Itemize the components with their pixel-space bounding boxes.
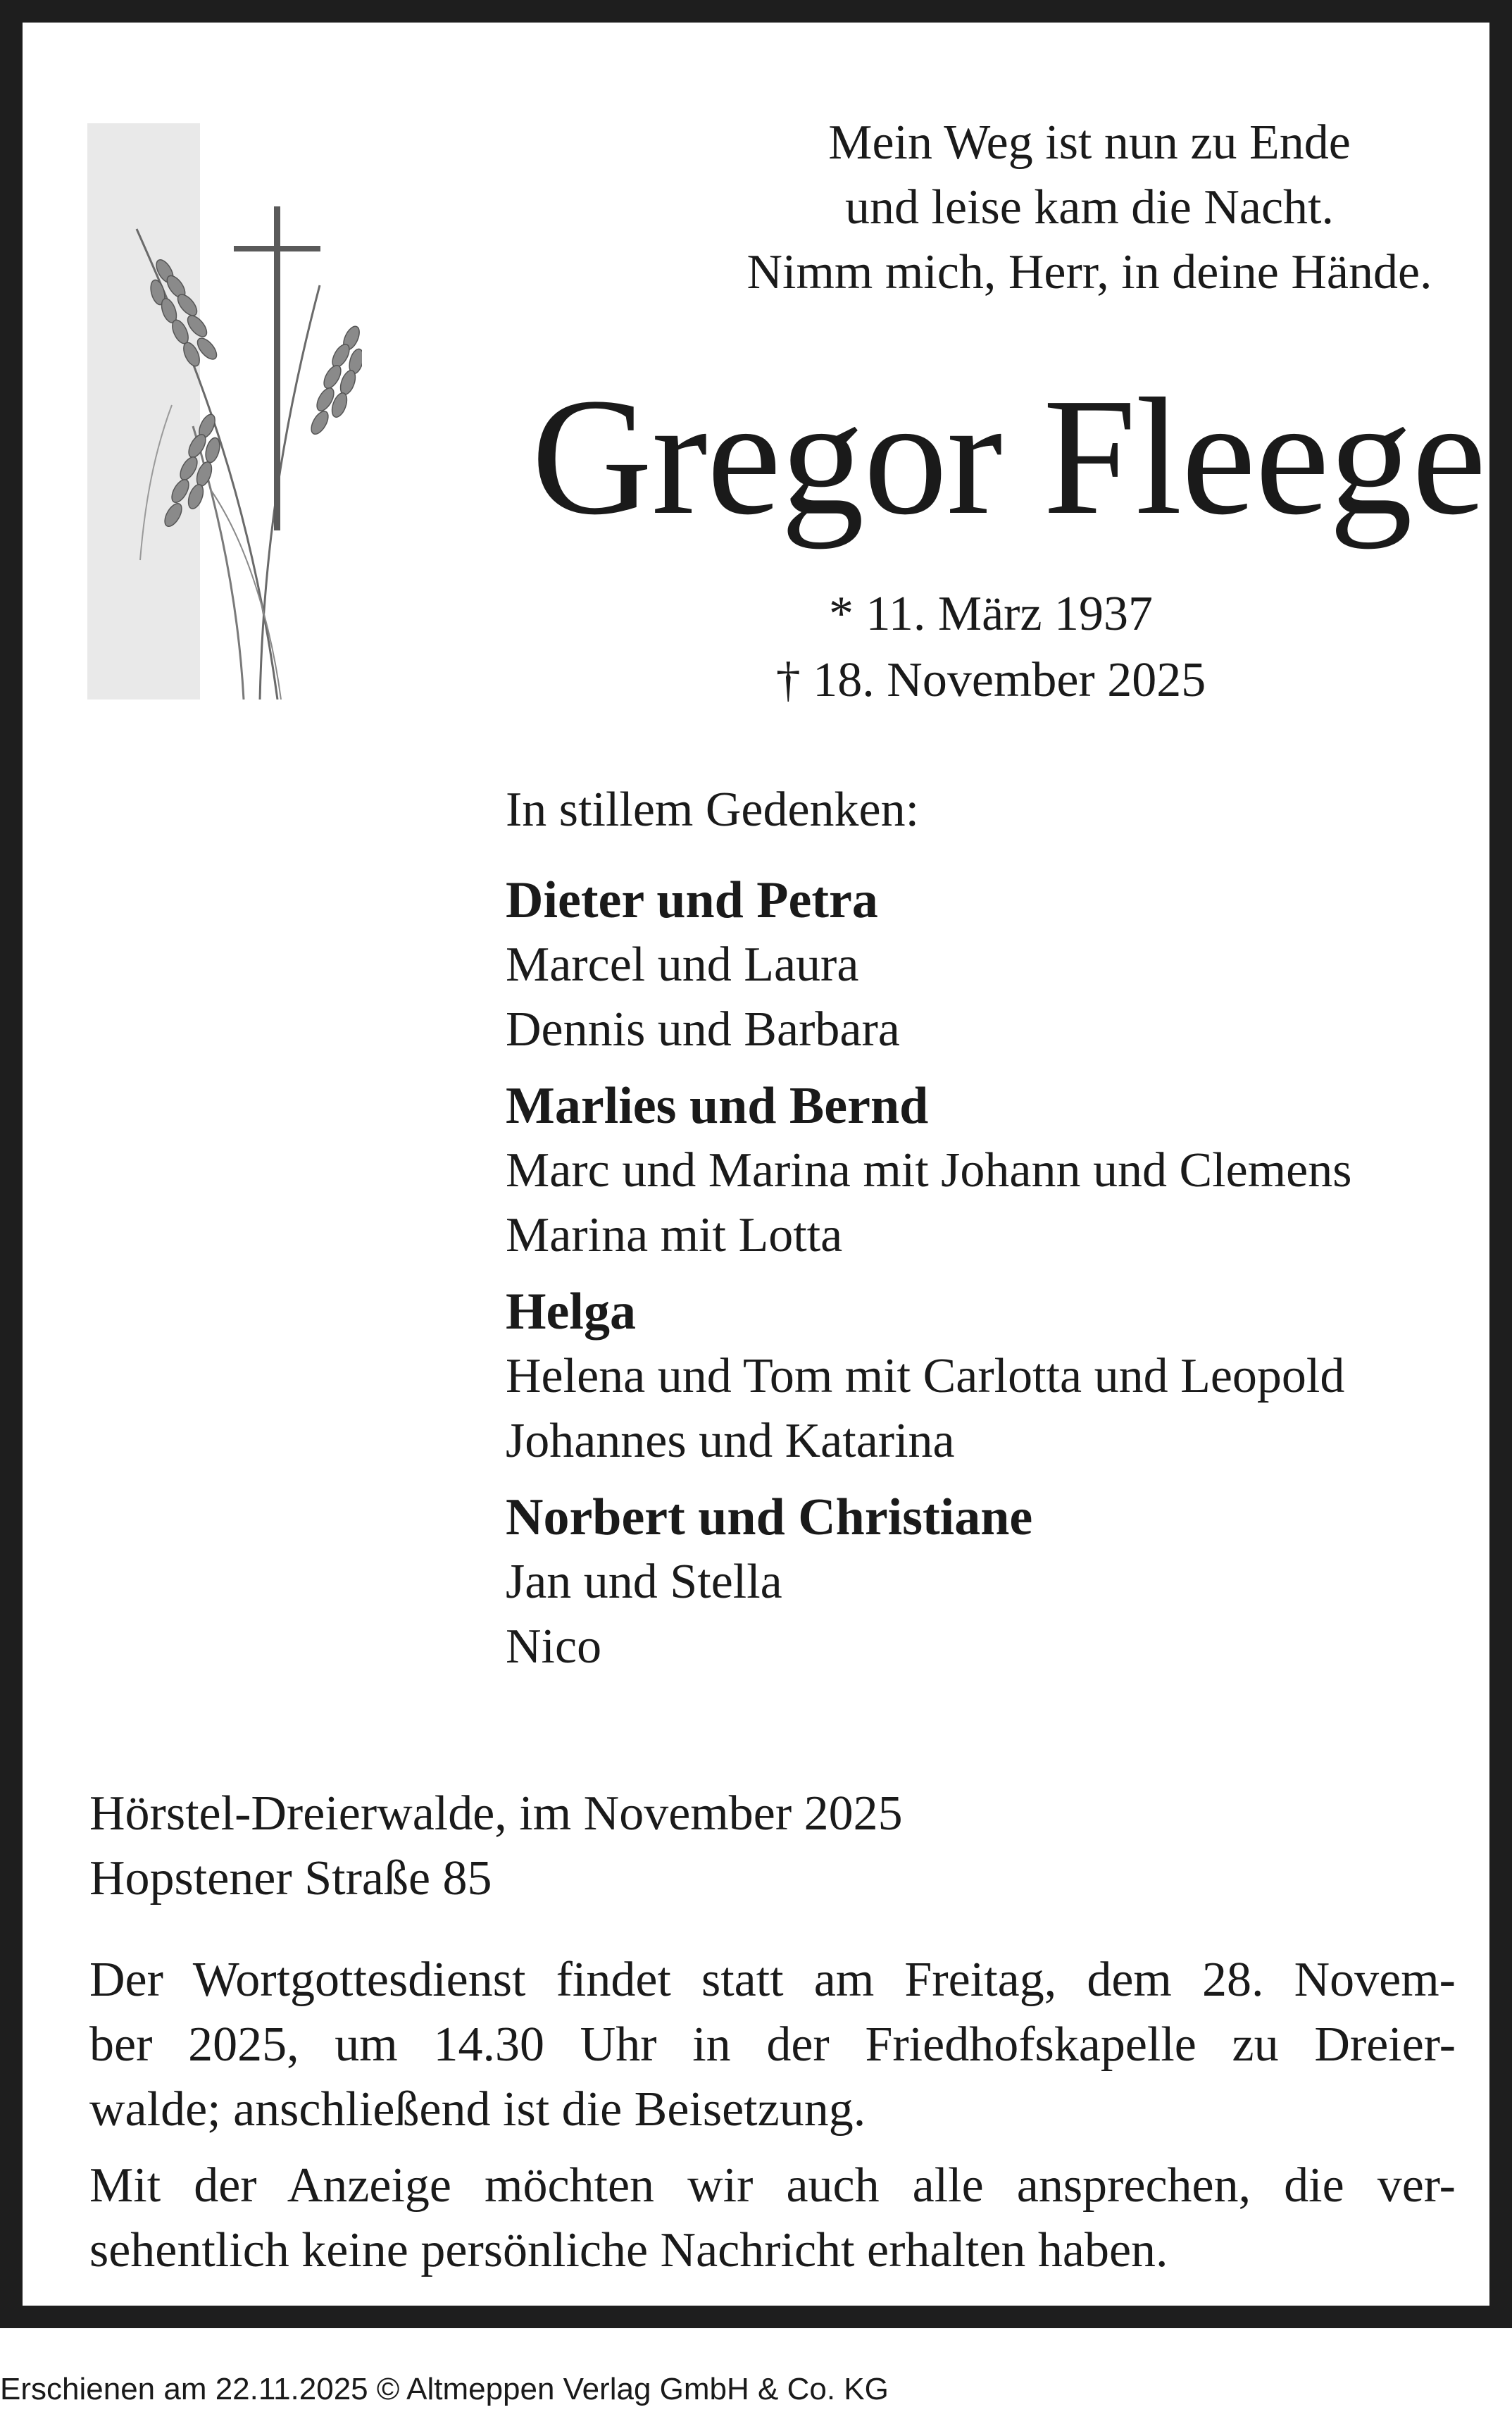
mourner-group: [506, 868, 1506, 1062]
mourner-group: [506, 1485, 1506, 1679]
birth-date: * 11. März 1937: [828, 587, 1154, 641]
mourner-group-head: Marlies und Bernd: [506, 1077, 929, 1135]
mourner-group-head: Dieter und Petra: [506, 871, 878, 929]
mourner-line: Marina mit Lotta: [506, 1208, 843, 1262]
street-address: Hopstener Straße 85: [89, 1851, 492, 1906]
service-line: Der Wortgottesdienst findet statt am Freitag, dem 28. Novem-: [89, 1953, 1456, 2007]
mourners-list: [506, 868, 1506, 1691]
cross-with-wheat-icon: [87, 123, 362, 700]
notice-line: sehentlich keine persönliche Nachricht erhalten haben.: [89, 2223, 1168, 2277]
mourner-line: Marc und Marina mit Johann und Clemens: [506, 1143, 1352, 1198]
mourner-line: Marcel und Laura: [506, 938, 859, 992]
service-paragraph: [89, 1948, 1456, 2142]
mourner-group-head: Norbert und Christiane: [506, 1488, 1033, 1546]
memorial-line: In stillem Gedenken:: [506, 783, 920, 837]
verse-line: Mein Weg ist nun zu Ende: [828, 116, 1351, 170]
death-date: † 18. November 2025: [775, 653, 1206, 707]
mourner-group: [506, 1074, 1506, 1268]
place-and-address: [89, 1782, 903, 1911]
mourner-group: [506, 1279, 1506, 1474]
notice-line: Mit der Anzeige möchten wir auch alle ansprechen, die ver-: [89, 2158, 1456, 2213]
mourner-line: Helena und Tom mit Carlotta und Leopold: [506, 1349, 1345, 1403]
verse-line: Nimm mich, Herr, in deine Hände.: [746, 245, 1432, 299]
deceased-name: Gregor Fleege: [531, 364, 1486, 549]
service-line: walde; anschließend ist die Beisetzung.: [89, 2082, 866, 2137]
mourner-line: Nico: [506, 1620, 602, 1674]
verse-line: und leise kam die Nacht.: [845, 180, 1334, 235]
publication-footer: Erschienen am 22.11.2025 © Altmeppen Verlag GmbH & Co. KG: [0, 2372, 889, 2406]
place-date: Hörstel-Dreierwalde, im November 2025: [89, 1786, 903, 1841]
service-line: ber 2025, um 14.30 Uhr in der Friedhofskapelle zu Dreier-: [89, 2018, 1456, 2072]
notice-paragraph: [89, 2153, 1456, 2283]
mourner-line: Johannes und Katarina: [506, 1414, 955, 1468]
mourner-line: Jan und Stella: [506, 1555, 782, 1609]
life-dates: [656, 581, 1325, 714]
verse: [656, 111, 1512, 305]
mourner-group-head: Helga: [506, 1283, 636, 1341]
mourner-line: Dennis und Barbara: [506, 1002, 900, 1057]
